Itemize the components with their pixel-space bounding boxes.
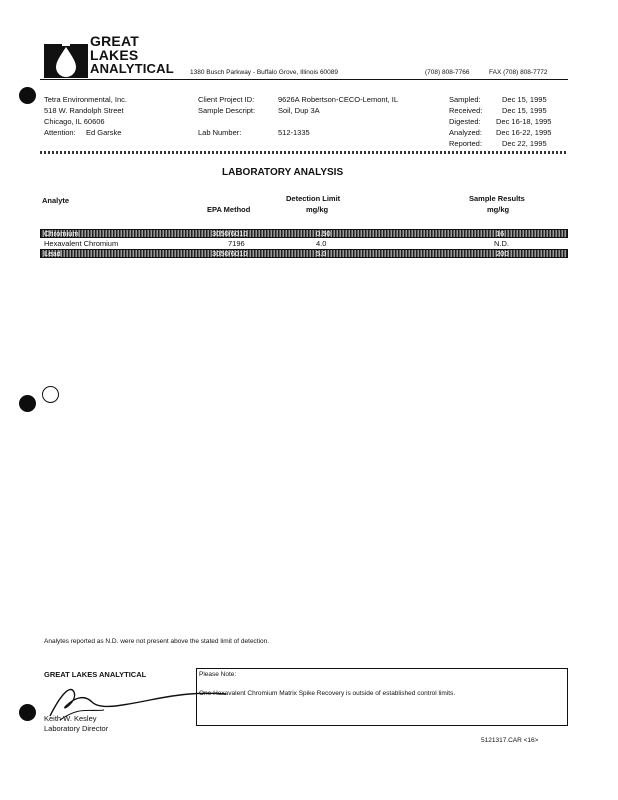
- date-value-reported: Dec 22, 1995: [502, 139, 547, 148]
- company-phone: (708) 808-7766: [425, 69, 470, 76]
- company-fax: FAX (708) 808-7772: [489, 69, 548, 76]
- table-row-detection: 5.0: [316, 249, 327, 258]
- project-id: 9626A Robertson-CECO-Lemont, IL: [278, 95, 399, 104]
- table-row-detection: 0.50: [316, 229, 331, 238]
- lab-number-label: Lab Number:: [198, 128, 242, 137]
- signer-name: Keith W. Kesley: [44, 714, 97, 723]
- sample-desc-label: Sample Descript:: [198, 106, 256, 115]
- col-method: EPA Method: [207, 205, 251, 214]
- date-value-analyzed: Dec 16-22, 1995: [496, 128, 552, 137]
- header-rule: [40, 79, 568, 80]
- col-detection-units: mg/kg: [306, 205, 329, 214]
- date-value-sampled: Dec 15, 1995: [502, 95, 547, 104]
- binder-ring-middle: [42, 386, 59, 403]
- project-id-label: Client Project ID:: [198, 95, 255, 104]
- col-results-units: mg/kg: [487, 205, 510, 214]
- logo-line: GREAT: [90, 33, 139, 49]
- note-text: One Hexavalent Chromium Matrix Spike Recovery is outside of established control limits.: [199, 690, 456, 697]
- company-address: 1380 Busch Parkway - Buffalo Grove, Illinois 60089: [190, 69, 339, 76]
- table-row-shaded: [40, 229, 568, 238]
- table-row-method: 3050/6010: [212, 249, 248, 258]
- table-row-method: 3050/6010: [212, 229, 248, 238]
- date-value-received: Dec 15, 1995: [502, 106, 547, 115]
- signer-title: Laboratory Director: [44, 724, 109, 733]
- lab-number: 512-1335: [278, 128, 310, 137]
- binder-hole-bottom: [19, 704, 36, 721]
- logo-icon: [42, 38, 90, 80]
- logo-line: LAKES: [90, 47, 139, 63]
- note-label: Please Note:: [199, 671, 237, 678]
- logo-line: ANALYTICAL: [90, 61, 174, 76]
- header-divider: [40, 151, 568, 154]
- table-row-result: N.D.: [494, 239, 509, 248]
- col-results: Sample Results: [469, 194, 525, 203]
- date-label-digested: Digested:: [449, 117, 481, 126]
- table-row-analyte: Lead: [44, 249, 61, 258]
- table-row-analyte: Chromium: [44, 229, 79, 238]
- binder-hole-middle: [19, 395, 36, 412]
- date-label-reported: Reported:: [449, 139, 482, 148]
- date-label-received: Received:: [449, 106, 483, 115]
- client-name: Tetra Environmental, Inc.: [44, 95, 127, 104]
- nd-note: Analytes reported as N.D. were not present above the stated limit of detection.: [44, 638, 270, 645]
- sample-desc: Soil, Dup 3A: [278, 106, 320, 115]
- attention-name: Ed Garske: [86, 128, 122, 137]
- footer-company: GREAT LAKES ANALYTICAL: [44, 670, 147, 679]
- binder-hole-top: [19, 87, 36, 104]
- date-label-sampled: Sampled:: [449, 95, 481, 104]
- table-row-shaded: [40, 249, 568, 258]
- col-detection: Detection Limit: [286, 194, 341, 203]
- table-row-detection: 4.0: [316, 239, 327, 248]
- date-value-digested: Dec 16-18, 1995: [496, 117, 552, 126]
- report-title: LABORATORY ANALYSIS: [222, 167, 344, 178]
- date-label-analyzed: Analyzed:: [449, 128, 482, 137]
- table-row-result: 16: [496, 229, 505, 238]
- attention-label: Attention:: [44, 128, 76, 137]
- file-reference: 5121317.CAR <16>: [481, 737, 539, 744]
- client-city: Chicago, IL 60606: [44, 117, 105, 126]
- table-row-analyte: Hexavalent Chromium: [44, 239, 119, 248]
- table-row-method: 7196: [228, 239, 245, 248]
- company-logo-text: [90, 34, 174, 76]
- table-row-result: 200: [496, 249, 509, 258]
- col-analyte: Analyte: [42, 196, 70, 205]
- table-row: [40, 239, 568, 248]
- client-street: 518 W. Randolph Street: [44, 106, 124, 115]
